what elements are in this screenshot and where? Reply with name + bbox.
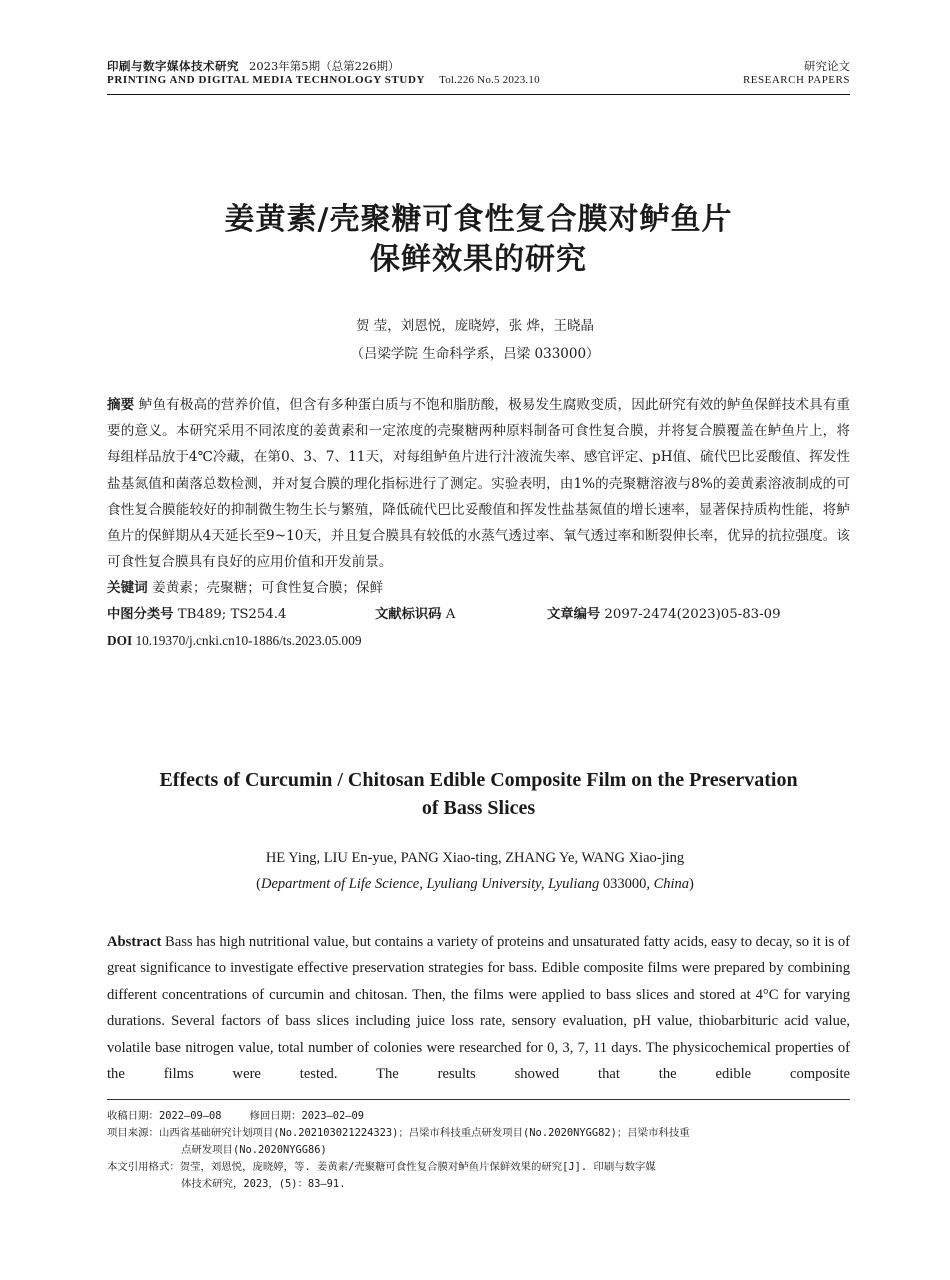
- article-no-value: 2097-2474(2023)05-83-09: [604, 606, 781, 622]
- journal-name-en: PRINTING AND DIGITAL MEDIA TECHNOLOGY STUDY Tol.226 No.5 2023.10: [107, 74, 540, 86]
- paper-title-en: [100, 766, 857, 822]
- title-en-line1: Effects of Curcumin / Chitosan Edible Composite Film on the Preservation: [159, 769, 798, 791]
- keywords-zh-label: 关键词: [107, 580, 148, 597]
- section-label-en: RESEARCH PAPERS: [742, 74, 850, 86]
- affil-en-dept: Department of Life Science, Lyuliang University, Lyuliang: [260, 876, 600, 892]
- keywords-zh-text: 姜黄素；壳聚糖；可食性复合膜；保鲜: [152, 580, 384, 597]
- paper-title-zh: [80, 200, 877, 280]
- article-no-label: 文章编号: [547, 606, 601, 622]
- clc-label: 中图分类号: [107, 606, 174, 622]
- title-en-line2: of Bass Slices: [421, 797, 536, 819]
- abstract-zh-text: 鲈鱼有极高的营养价值，但含有多种蛋白质与不饱和脂肪酸，极易发生腐败变质，因此研究有效的鲈鱼保鲜技术具有重要的意义。本研究采用不同浓度的姜黄素和一定浓度的壳聚糖两种原料制备可食性复合膜，并将复合膜覆盖在鲈鱼片上，将每组样品放于4℃冷藏，在第0、3、7、11天，对每组鲈鱼片进行汁液流失率、感官评定、pH值、硫代巴比妥酸值、挥发性盐基氮值和菌落总数检测，并对复合膜的理化指标进行了测定。实验表明，由1%的壳聚糖溶液与8%的姜黄素溶液制成的可食性复合膜能较好的抑制微生物生长与繁殖，降低硫代巴比妥酸值和挥发性盐基氮值的增长速率，显著保持质构性能，将鲈鱼片的保鲜期从4天延长至9~10天，并且复合膜具有较低的水蒸气透过率、氧气透过率和断裂伸长率，优异的抗拉强度。该可食性复合膜具有良好的应用价值和开发前景。: [107, 397, 851, 571]
- title-zh-line2: 保鲜效果的研究: [370, 242, 587, 277]
- abstract-zh-label: 摘要: [107, 397, 135, 413]
- doi-label: DOI: [107, 632, 133, 648]
- affiliation-en: (Department of Life Science, Lyuliang University, Lyuliang 033000, China): [256, 876, 694, 892]
- footnote-dates: [107, 1108, 850, 1125]
- doi-link[interactable]: 10.19370/j.cnki.cn10-1886/ts.2023.05.009: [135, 632, 362, 648]
- abstract-en: [107, 929, 850, 1089]
- running-header: [107, 58, 850, 95]
- authors-en: HE Ying, LIU En-yue, PANG Xiao-ting, ZHANG Ye, WANG Xiao-jing: [265, 850, 685, 866]
- abstract-zh-block: [107, 392, 850, 654]
- title-zh-line1: 姜黄素/壳聚糖可食性复合膜对鲈鱼片: [224, 202, 733, 237]
- classification-row: [107, 602, 850, 628]
- affil-en-country: China: [653, 876, 690, 892]
- journal-name-zh: 印刷与数字媒体技术研究 2023年第5期（总第226期）: [107, 59, 400, 73]
- abstract-en-text: Bass has high nutritional value, but contains a variety of proteins and unsaturated fatty acids, easy to decay, so it is of great significance to investigate effective preservation strategies for bass. Edible composite films were prepared by combining different concentrations of curcumin and chitosan. Then, the films were applied to bass slices and stored at 4°C for varying durations. Several factors of bass slices including juice loss rate, sensory evaluation, pH value, thiobarbituric acid value, volatile base nitrogen value, total number of colonies were researched for 0, 3, 7, 11 days. The physicochemical properties of the films were tested. The results showed that the edible composite: [107, 934, 850, 1083]
- clc-value: TB489; TS254.4: [177, 606, 287, 622]
- affiliation-zh: （吕梁学院 生命科学系，吕梁 033000）: [350, 346, 600, 362]
- keywords-zh: [107, 575, 850, 601]
- abstract-en-label: Abstract: [107, 934, 162, 950]
- doc-code-label: 文献标识码: [375, 606, 442, 622]
- doi-row: [107, 628, 850, 654]
- abstract-zh: [107, 392, 850, 575]
- received-date: 收稿日期：2022—09—08: [107, 1110, 222, 1122]
- footnote-funding: 项目来源：山西省基础研究计划项目(No.202103021224323)；吕梁市科技重点研发项目(No.2020NYGG82)；吕梁市科技重 点研发项目(No.2020NYGG86): [107, 1127, 690, 1156]
- issue-zh: 2023年第5期（总第226期）: [249, 59, 400, 73]
- footnote-citation: 本文引用格式：贺莹，刘恩悦，庞晓婷，等. 姜黄素/壳聚糖可食性复合膜对鲈鱼片保鲜效果的研究[J]. 印刷与数字媒 体技术研究，2023，(5)：83—91.: [107, 1161, 656, 1190]
- doc-code-value: A: [445, 606, 456, 622]
- volume-en: Tol.226 No.5 2023.10: [439, 74, 540, 86]
- section-label-zh: 研究论文: [804, 59, 850, 73]
- revised-date: 修回日期：2023—02—09: [249, 1110, 365, 1122]
- authors-zh: 贺 莹，刘恩悦，庞晓婷，张 烨，王晓晶: [355, 318, 595, 334]
- footnotes: [107, 1099, 850, 1193]
